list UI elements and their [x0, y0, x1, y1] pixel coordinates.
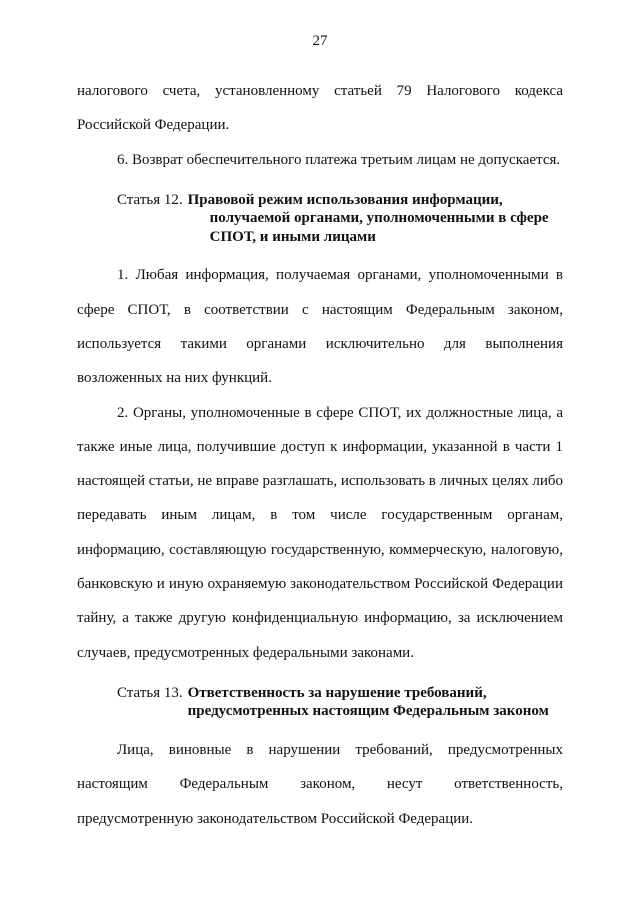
article-12-part-1: 1. Любая информация, получаемая органами, уполномоченными в сфере СПОТ, в соответствии с настоящим Федеральным законом, используется такими органами исключительно для выполнения возложенных на них функций.: [77, 267, 563, 387]
document-body: [77, 74, 563, 836]
article-12-title-line: получаемой органами, уполномоченными в сфере: [209, 210, 549, 227]
article-13-text: Лица, виновные в нарушении требований, предусмотренных настоящим Федеральным законом, несут ответственность, предусмотренную законодательством Российской Федерации.: [77, 741, 563, 827]
article-12-title-line: Правовой режим использования информации,: [187, 191, 503, 208]
page-number: 27: [312, 33, 328, 49]
paragraph-part-6: 6. Возврат обеспечительного платежа третьим лицам не допускается.: [117, 151, 561, 168]
article-13-heading: [77, 684, 563, 721]
paragraph-continuation: налогового счета, установленному статьей 79 Налогового кодекса Российской Федерации.: [77, 83, 563, 134]
article-12-title: [183, 191, 549, 247]
article-13-title-line: предусмотренных настоящим Федеральным законом: [187, 703, 549, 720]
article-12-heading: [77, 191, 563, 247]
article-13-label: Статья 13.: [117, 684, 183, 701]
article-13-title-line: Ответственность за нарушение требований,: [187, 684, 487, 701]
article-12-label: Статья 12.: [117, 191, 183, 208]
article-13-title: [183, 684, 549, 721]
article-12-title-line: СПОТ, и иными лицами: [209, 228, 376, 245]
article-12-part-2: 2. Органы, уполномоченные в сфере СПОТ, их должностные лица, а также иные лица, получившие доступ к информации, указанной в части 1 настоящей статьи, не вправе разглашать, использовать в личных целях либо передавать иным лицам, в том числе государственным органам, информацию, составляющую государственную, коммерческую, налоговую, банковскую и иную охраняемую законодательством Российской Федерации тайну, а также другую конфиденциальную информацию, за исключением случаев, предусмотренных федеральными законами.: [77, 404, 564, 661]
